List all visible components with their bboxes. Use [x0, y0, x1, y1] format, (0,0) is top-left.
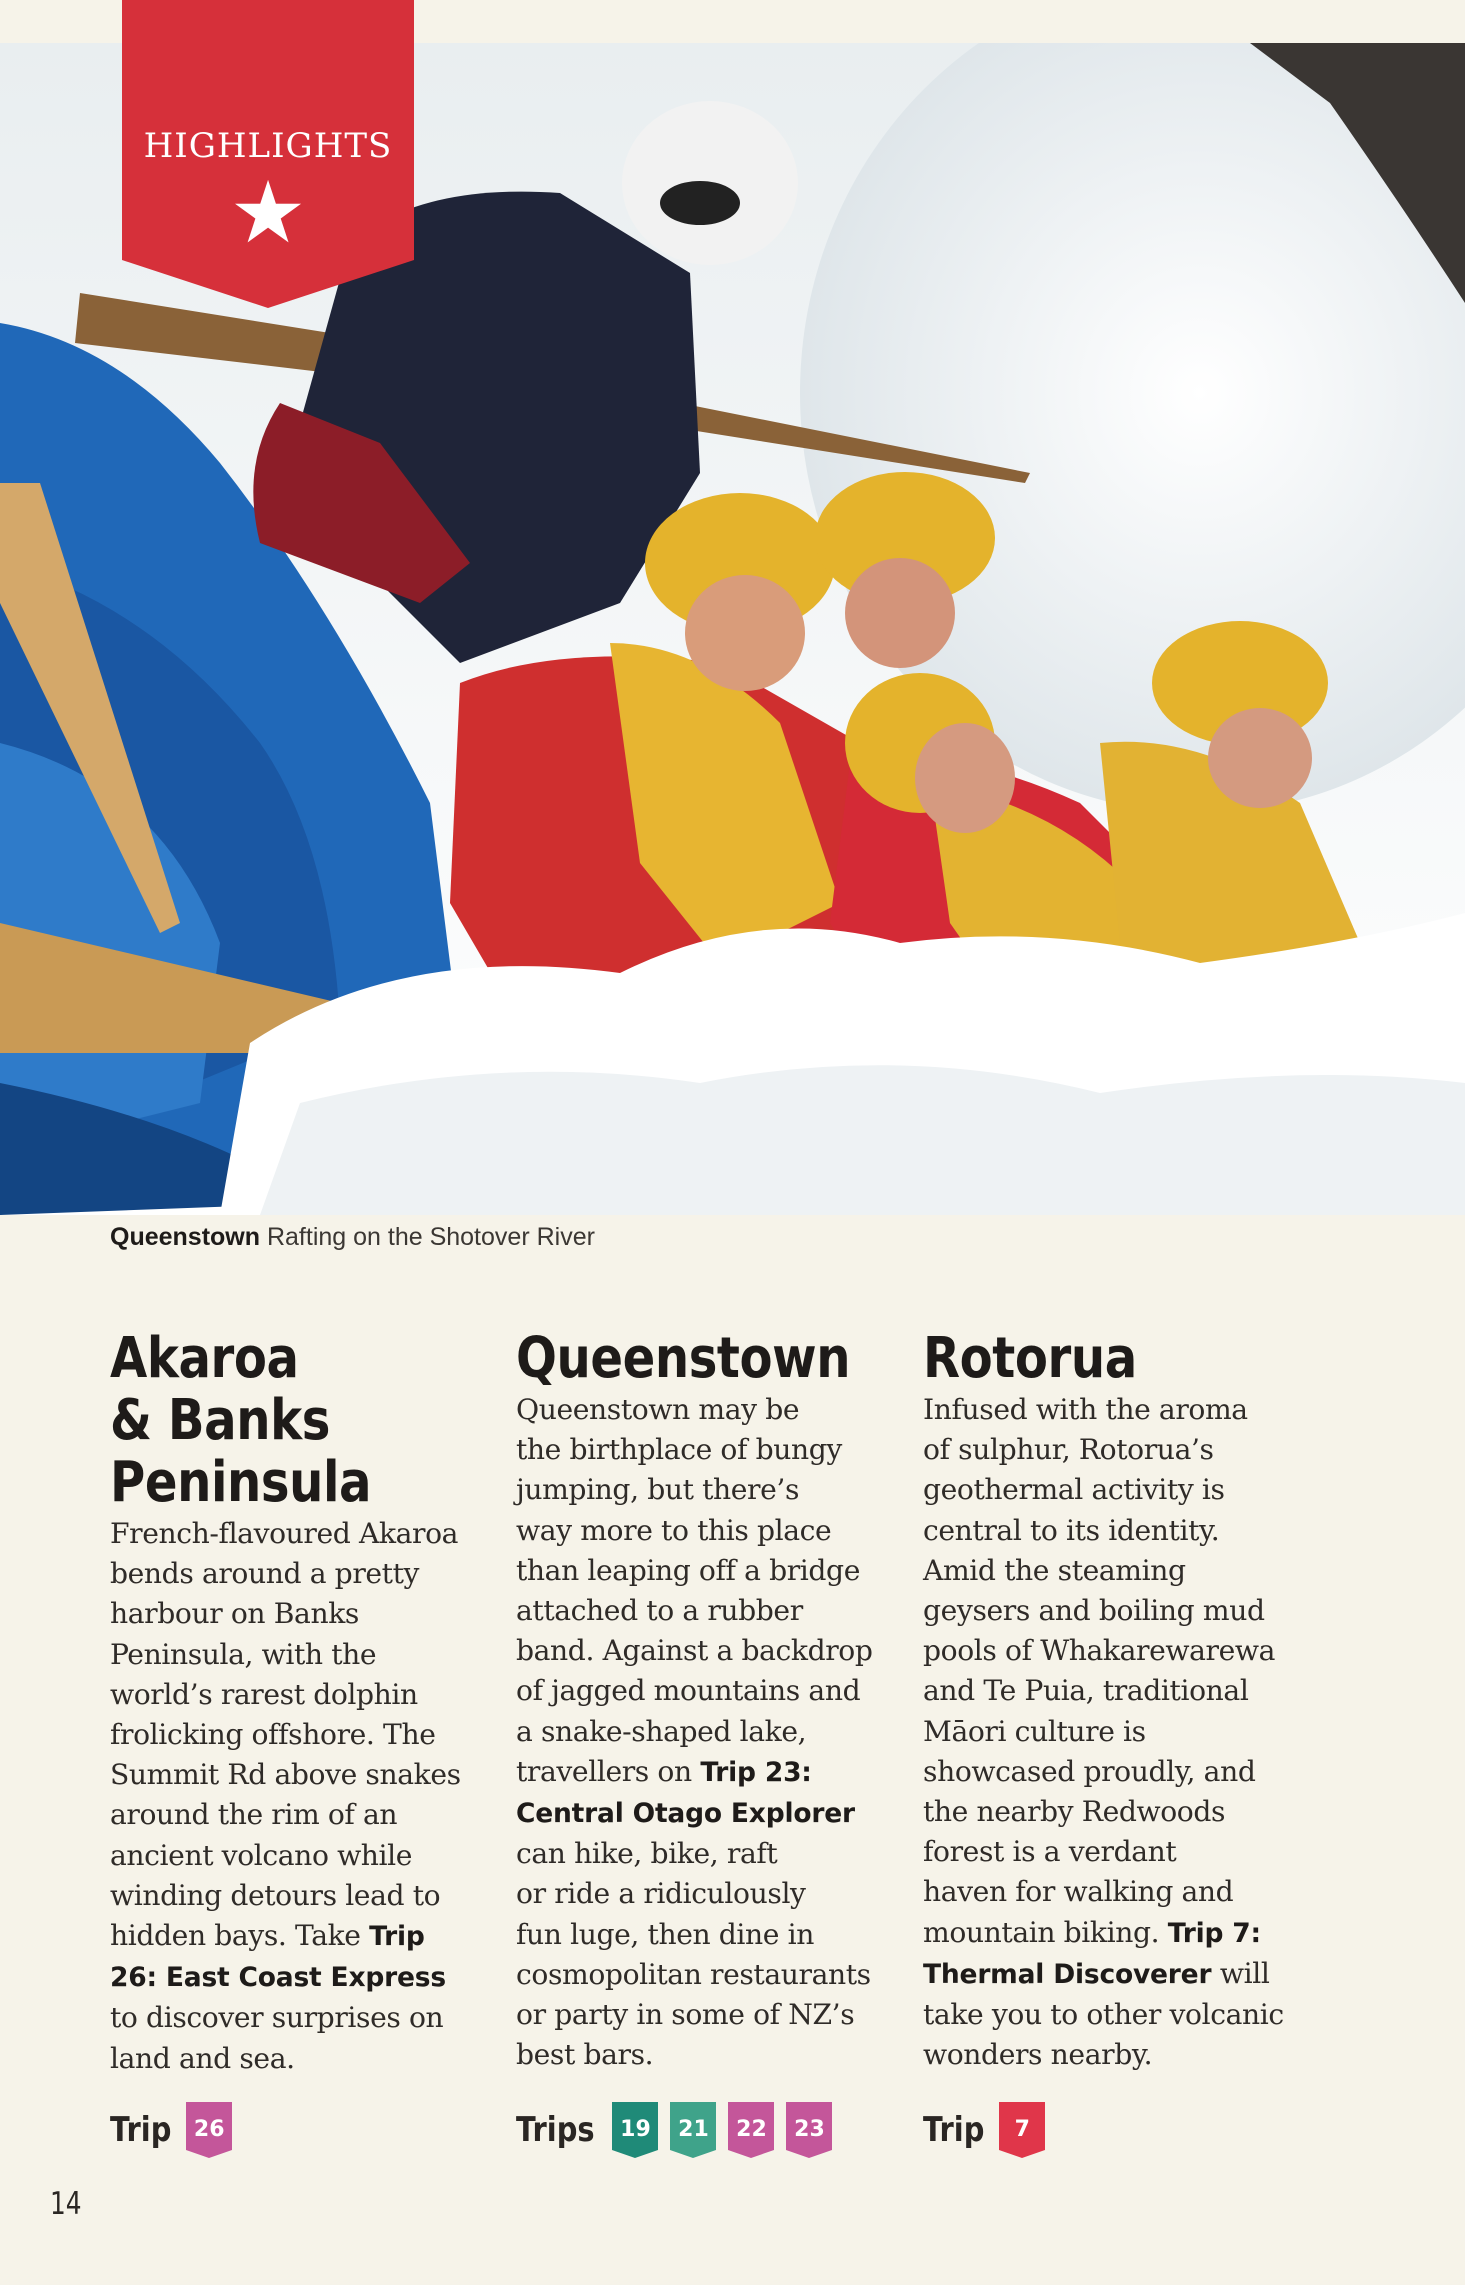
trip-ref: Trip	[369, 1921, 425, 1953]
trip-ref: Trip 7:	[1167, 1917, 1261, 1949]
trip-ref: Trip 23:	[700, 1756, 812, 1788]
highlight-akaroa	[110, 1328, 490, 2079]
caption-text: Rafting on the Shotover River	[266, 1223, 595, 1251]
trips-label: Trip	[923, 2110, 985, 2150]
highlight-body: Infused with the aroma of sulphur, Rotorua’s geothermal activity is central to its identity. Amid the steaming geysers and boiling mud pools of Whakarewarewa and Te Puia, traditional Māori culture is showcased proudly, and the nearby Redwoods forest is a verdant haven for walking and mountain biking. Trip 7: Thermal Discoverer will take you to other volcanic wonders nearby.	[923, 1393, 1284, 2072]
highlight-title: Akaroa & Banks Peninsula	[110, 1326, 372, 1515]
highlight-body: Queenstown may be the birthplace of bungy jumping, but there’s way more to this place than leaping off a bridge attached to a rubber band. Against a backdrop of jagged mountains and a snake-shaped lake, travellers on Trip 23: Central Otago Explorer can hike, bike, raft or ride a ridiculously fun luge, then dine in cosmopolitan restaurants or party in some of NZ’s best bars.	[516, 1393, 873, 2072]
trip-ref-name: Central Otago Explorer	[516, 1798, 855, 1830]
trip-badge[interactable]: 19	[612, 2102, 658, 2158]
trip-badge[interactable]: 26	[186, 2102, 232, 2158]
trip-badge[interactable]: 22	[728, 2102, 774, 2158]
page-number: 14	[50, 2186, 82, 2222]
highlight-title: Queenstown	[516, 1326, 851, 1391]
trip-ref-name: Thermal Discoverer	[923, 1958, 1212, 1990]
trip-badge[interactable]: 23	[786, 2102, 832, 2158]
highlights-ribbon	[122, 0, 414, 308]
trips-row-akaroa	[110, 2100, 244, 2160]
trips-label: Trip	[110, 2110, 172, 2150]
trips-row-queenstown	[516, 2100, 844, 2160]
trip-badge[interactable]: 21	[670, 2102, 716, 2158]
trips-row-rotorua	[923, 2100, 1057, 2160]
caption-place: Queenstown	[110, 1223, 261, 1251]
highlight-body: French-flavoured Akaroa bends around a pretty harbour on Banks Peninsula, with the world’s rarest dolphin frolicking offshore. The Summit Rd above snakes around the rim of an ancient volcano while winding detours lead to hidden bays. Take Trip 26: East Coast Express to discover surprises on land and sea.	[110, 1517, 461, 2075]
trip-badge[interactable]: 7	[999, 2102, 1045, 2158]
highlights-label: HIGHLIGHTS	[143, 126, 393, 166]
highlight-rotorua	[923, 1328, 1303, 2075]
star-icon: ★	[229, 163, 307, 263]
highlight-queenstown	[516, 1328, 896, 2075]
trips-label: Trips	[516, 2110, 595, 2150]
photo-caption	[110, 1223, 595, 1252]
trip-ref-name: 26: East Coast Express	[110, 1962, 446, 1994]
highlight-title: Rotorua	[923, 1326, 1137, 1391]
